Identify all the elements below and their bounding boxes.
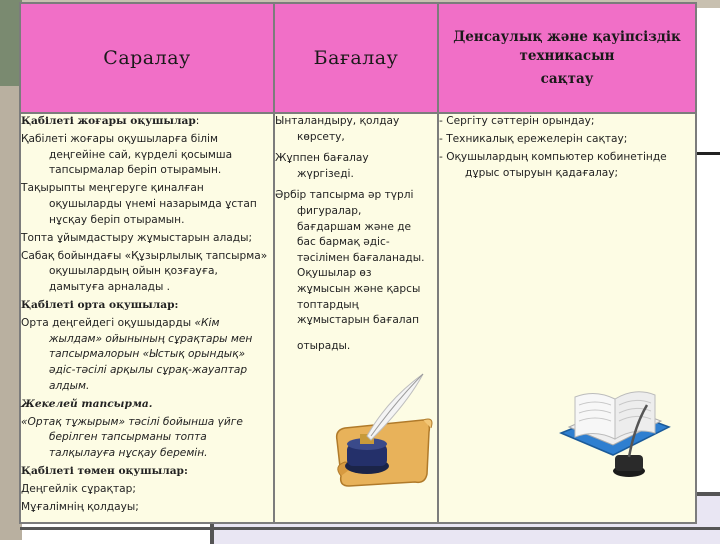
mid-level-text-1b: «Кім жылдам» ойынының сұрақтары мен тапсырмалорын «Ыстық орындық» әдіс-тәсілі арқылы сұрақ-жауаптар алдым. — [49, 317, 253, 392]
mid-level-text-1a: Орта деңгейдегі оқушыдарды — [21, 317, 195, 330]
safety-text-3: - Оқушылардың компьютер кобинетінде дұрыс отыруын қадағалау; — [439, 151, 667, 179]
quill-inkwell-illustration — [327, 370, 437, 490]
assessment-text-2: Жұппен бағалау жүргізеді. — [275, 152, 369, 180]
low-level-text-2: Мұғалімнің қолдауы; — [21, 501, 139, 514]
assessment-text-4: отырады. — [297, 339, 351, 352]
differentiation-cell — [20, 113, 274, 523]
safety-text-1: - Сергіту сәттерін орындау; — [439, 115, 595, 127]
individual-task-title: Жекелей тапсырма. — [21, 397, 153, 410]
low-level-title: Қабілеті төмен оқушылар: — [21, 464, 188, 477]
high-level-text-2: Тақырыпты меңгеруге қиналған оқушыларды үнемі назарымда ұстап нұсқау беріп отырамын. — [21, 182, 257, 226]
assessment-text-3: Әрбір тапсырма әр түрлі фигуралар, бағдаршам және де бас бармақ әдіс-тәсілімен бағаланады. Оқушылар өз жұмысын және қарсы топтардың жұмыстарын бағалап — [275, 189, 425, 327]
header-safety-line1: Денсаулық және қауіпсіздік — [453, 28, 681, 45]
header-cell-differentiation — [20, 3, 274, 113]
mid-level-title: Қабілеті орта оқушылар: — [21, 299, 179, 312]
header-safety-line3: сақтау — [540, 70, 594, 87]
header-safety-line2: техникасын — [519, 47, 615, 64]
header-cell-assessment — [274, 3, 438, 113]
mid-level-text-1 — [21, 316, 273, 394]
low-level-text-1: Деңгейлік сұрақтар; — [21, 483, 136, 496]
background-right-line — [696, 152, 720, 155]
header-row — [20, 3, 696, 113]
mid-level-text-2: «Ортақ тұжырым» тәсілі бойынша үйге берілген тапсырманы топта талқылауға нұсқау беремін. — [21, 415, 243, 459]
header-assessment: Бағалау — [313, 47, 399, 69]
assessment-text-1: Ынталандыру, қолдау көрсету, — [275, 115, 400, 143]
book-pen-illustration — [555, 375, 675, 485]
high-level-text-4: Сабақ бойындағы «Құзырлылық тапсырма» оқушылардың ойын қозғауға, дамытуға арналады . — [21, 249, 268, 293]
high-level-text-3: Топта ұйымдастыру жұмыстарын алады; — [21, 231, 253, 244]
safety-text-2: - Техникалық ережелерін сақтау; — [439, 133, 628, 146]
high-level-text-1: Қабілеті жоғары оқушыларға білім деңгейіне сай, күрделі қосымша тапсырмалар беріп отырамын. — [21, 133, 233, 177]
header-differentiation: Саралау — [103, 47, 191, 69]
high-level-title: Қабілеті жоғары оқушылар — [21, 115, 196, 127]
high-level-colon: : — [195, 115, 200, 127]
header-cell-safety — [438, 3, 696, 113]
background-bottom-line — [20, 527, 720, 530]
